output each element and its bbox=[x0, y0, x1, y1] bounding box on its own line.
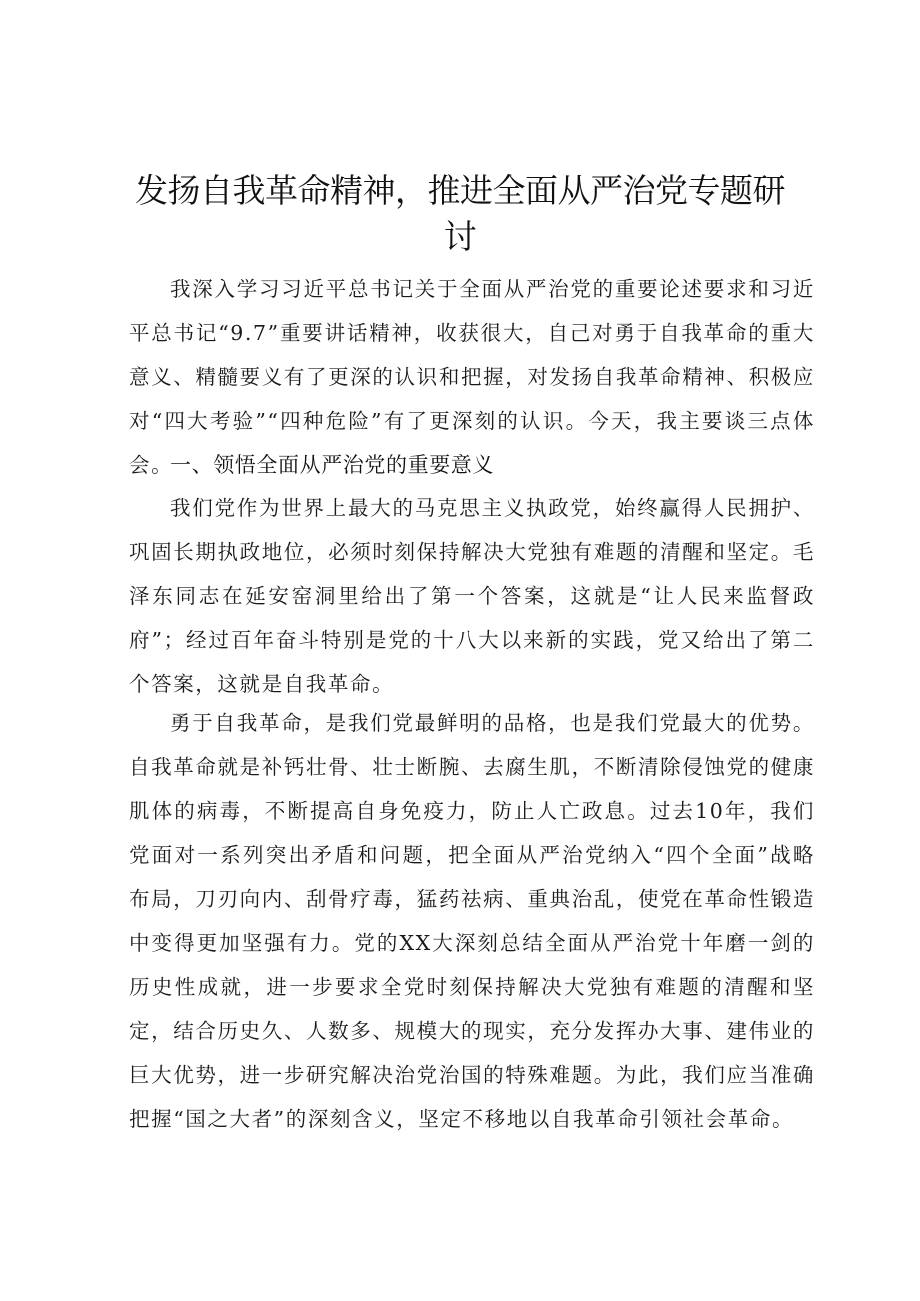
section-paragraph: 勇于自我革命，是我们党最鲜明的品格，也是我们党最大的优势。自我革命就是补钙壮骨、壮士断腕、去腐生肌，不断清除侵蚀党的健康肌体的病毒，不断提高自身免疫力，防止人亡政息。过去10年，我们党面对一系列突出矛盾和问题，把全面从严治党纳入“四个全面”战略布局，刀刃向内、刮骨疗毒，猛药祛病、重典治乱，使党在革命性锻造中变得更加坚强有力。党的XX大深刻总结全面从严治党十年磨一剑的历史性成就，进一步要求全党时刻保持解决大党独有难题的清醒和坚定，结合历史久、人数多、规模大的现实，充分发挥办大事、建伟业的巨大优势，进一步研究解决治党治国的特殊难题。为此，我们应当准确把握“国之大者”的深刻含义，坚定不移地以自我革命引领社会革命。 bbox=[129, 711, 815, 1131]
intro-paragraph: 我深入学习习近平总书记关于全面从严治党的重要论述要求和习近平总书记“9.7”重要讲话精神，收获很大，自己对勇于自我革命的重大意义、精髓要义有了更深的认识和把握，对发扬自我革命精神、积极应对“四大考验”“四种危险”有了更深刻的认识。今天，我主要谈三点体会。 bbox=[129, 277, 815, 477]
section-heading: 一、领悟全面从严治党的重要意义 bbox=[170, 453, 494, 477]
document-title: 发扬自我革命精神，推进全面从严治党专题研讨 bbox=[135, 171, 785, 256]
section-paragraph: 我们党作为世界上最大的马克思主义执政党，始终赢得人民拥护、巩固长期执政地位，必须时刻保持解决大党独有难题的清醒和坚定。毛泽东同志在延安窑洞里给出了第一个答案，这就是“让人民来监督政府”；经过百年奋斗特别是党的十八大以来新的实践，党又给出了第二个答案，这就是自我革命。 bbox=[129, 496, 815, 696]
